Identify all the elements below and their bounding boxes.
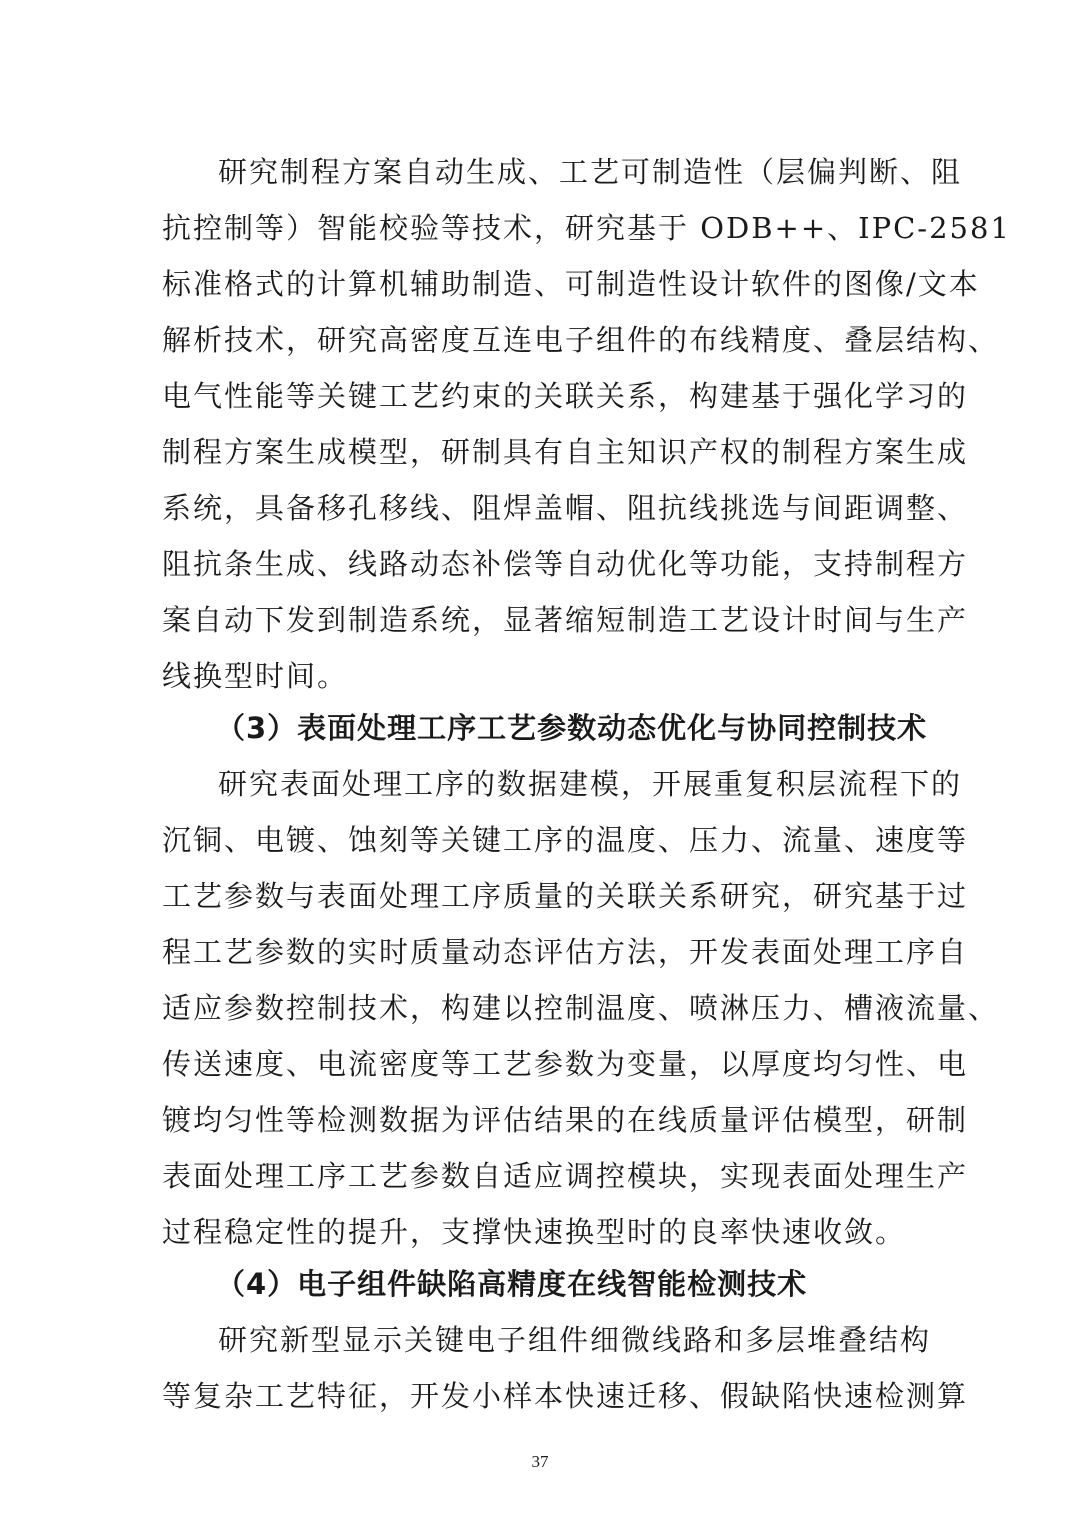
paragraph-2-line-2: 沉铜、电镀、蚀刻等关键工序的温度、压力、流量、速度等: [162, 823, 969, 857]
paragraph-2-line-5: 适应参数控制技术，构建以控制温度、喷淋压力、槽液流量、: [162, 991, 1000, 1025]
paragraph-2-line-8: 表面处理工序工艺参数自适应调控模块，实现表面处理生产: [162, 1159, 969, 1193]
section-heading-4: （4）电子组件缺陷高精度在线智能检测技术: [216, 1267, 808, 1301]
section-heading-3: （3）表面处理工序工艺参数动态优化与协同控制技术: [216, 711, 928, 745]
paragraph-1-line-5: 电气性能等关键工艺约束的关联关系，构建基于强化学习的: [162, 379, 969, 413]
paragraph-2-line-4: 程工艺参数的实时质量动态评估方法，开发表面处理工序自: [162, 935, 969, 969]
paragraph-3-line-1: 研究新型显示关键电子组件细微线路和多层堆叠结构: [218, 1323, 932, 1357]
paragraph-1-line-3: 标准格式的计算机辅助制造、可制造性设计软件的图像/文本: [162, 267, 980, 301]
paragraph-1-line-6: 制程方案生成模型，研制具有自主知识产权的制程方案生成: [162, 435, 969, 469]
paragraph-2-line-9: 过程稳定性的提升，支撑快速换型时的良率快速收敛。: [162, 1215, 907, 1249]
paragraph-2-line-1: 研究表面处理工序的数据建模，开展重复积层流程下的: [218, 767, 963, 801]
paragraph-2-line-3: 工艺参数与表面处理工序质量的关联关系研究，研究基于过: [162, 879, 969, 913]
paragraph-1-line-10: 线换型时间。: [162, 659, 349, 693]
paragraph-1-line-9: 案自动下发到制造系统，显著缩短制造工艺设计时间与生产: [162, 603, 969, 637]
paragraph-1-line-8: 阻抗条生成、线路动态补偿等自动优化等功能，支持制程方: [162, 547, 969, 581]
paragraph-3-line-2: 等复杂工艺特征，开发小样本快速迁移、假缺陷快速检测算: [162, 1379, 969, 1413]
paragraph-1-line-2: 抗控制等）智能校验等技术，研究基于 ODB++、IPC-2581: [162, 211, 1011, 245]
paragraph-1-line-7: 系统，具备移孔移线、阻焊盖帽、阻抗线挑选与间距调整、: [162, 491, 969, 525]
paragraph-1-line-4: 解析技术，研究高密度互连电子组件的布线精度、叠层结构、: [162, 323, 1000, 357]
page-number: 37: [531, 1452, 549, 1471]
paragraph-2-line-7: 镀均匀性等检测数据为评估结果的在线质量评估模型，研制: [162, 1103, 969, 1137]
paragraph-2-line-6: 传送速度、电流密度等工艺参数为变量，以厚度均匀性、电: [162, 1047, 969, 1081]
paragraph-1-line-1: 研究制程方案自动生成、工艺可制造性（层偏判断、阻: [218, 155, 963, 189]
